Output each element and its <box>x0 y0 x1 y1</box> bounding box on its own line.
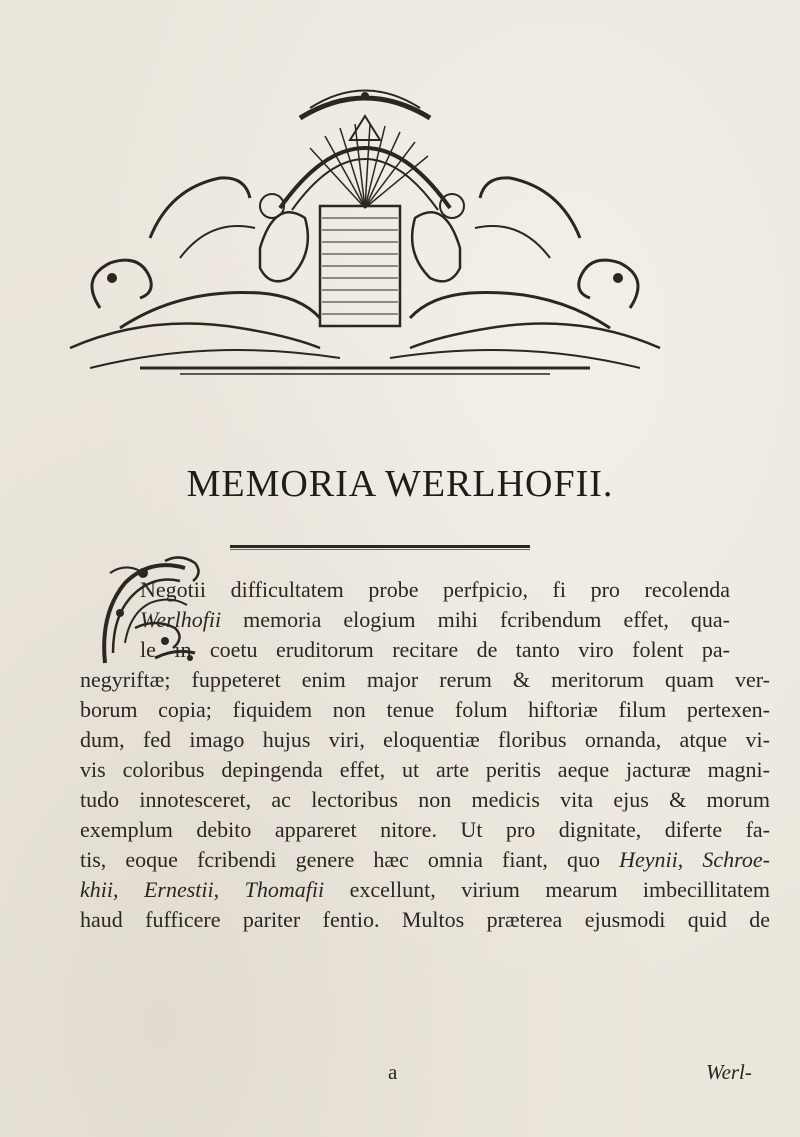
text-line <box>80 904 770 936</box>
text-segment: le in coetu eruditorum recitare de tanto viro folent pa- <box>140 637 730 662</box>
text-line <box>80 784 770 816</box>
text-segment: borum copia; fiquidem non tenue folum hiftoriæ filum pertexen- <box>80 697 770 722</box>
text-segment: haud fufficere pariter fentio. Multos præterea ejusmodi quid de <box>80 907 770 932</box>
text-segment: tis, eoque fcribendi genere hæc omnia fiant, quo <box>80 847 620 872</box>
text-line <box>140 604 730 636</box>
title-divider-thin <box>230 549 530 550</box>
text-segment: dum, fed imago hujus viri, eloquentiæ floribus ornanda, atque vi- <box>80 727 770 752</box>
text-segment: excellunt, virium mearum imbecillitatem <box>324 877 770 902</box>
catchword: Werl- <box>706 1060 752 1084</box>
text-segment: , <box>677 847 703 872</box>
text-line <box>80 754 770 786</box>
italic-name: Schroe- <box>702 847 771 872</box>
italic-name: khii <box>80 877 113 902</box>
signature-mark: a <box>388 1060 398 1084</box>
text-line <box>80 844 770 876</box>
text-line <box>80 664 770 696</box>
italic-name: Werlhofii <box>140 607 222 632</box>
text-segment: Negotii difficultatem probe perfpicio, fi pro recolenda <box>140 577 730 602</box>
text-segment: memoria elogium mihi fcribendum effet, qua- <box>221 607 730 632</box>
text-segment: tudo innotesceret, ac lectoribus non medicis vita ejus & morum <box>80 787 770 812</box>
text-line <box>140 634 730 666</box>
italic-name: Ernestii <box>143 877 214 902</box>
text-segment: vis coloribus depingenda effet, ut arte peritis aeque jacturæ magni- <box>80 757 770 782</box>
italic-name: Thomafii <box>244 877 325 902</box>
text-line <box>80 694 770 726</box>
text-line <box>140 574 730 606</box>
text-segment: , <box>113 877 144 902</box>
text-segment: exemplum debito appareret nitore. Ut pro dignitate, diferte fa- <box>80 817 770 842</box>
page-title: MEMORIA WERLHOFII. <box>186 463 614 505</box>
text-segment: , <box>213 877 245 902</box>
text-line <box>80 874 770 906</box>
italic-name: Heynii <box>619 847 678 872</box>
text-line <box>80 814 770 846</box>
text-segment: negyriftæ; fuppeteret enim major rerum & meritorum quam ver- <box>80 667 770 692</box>
baroque-headpiece-ornament <box>60 78 670 378</box>
text-line <box>80 724 770 756</box>
title-divider <box>230 545 530 548</box>
